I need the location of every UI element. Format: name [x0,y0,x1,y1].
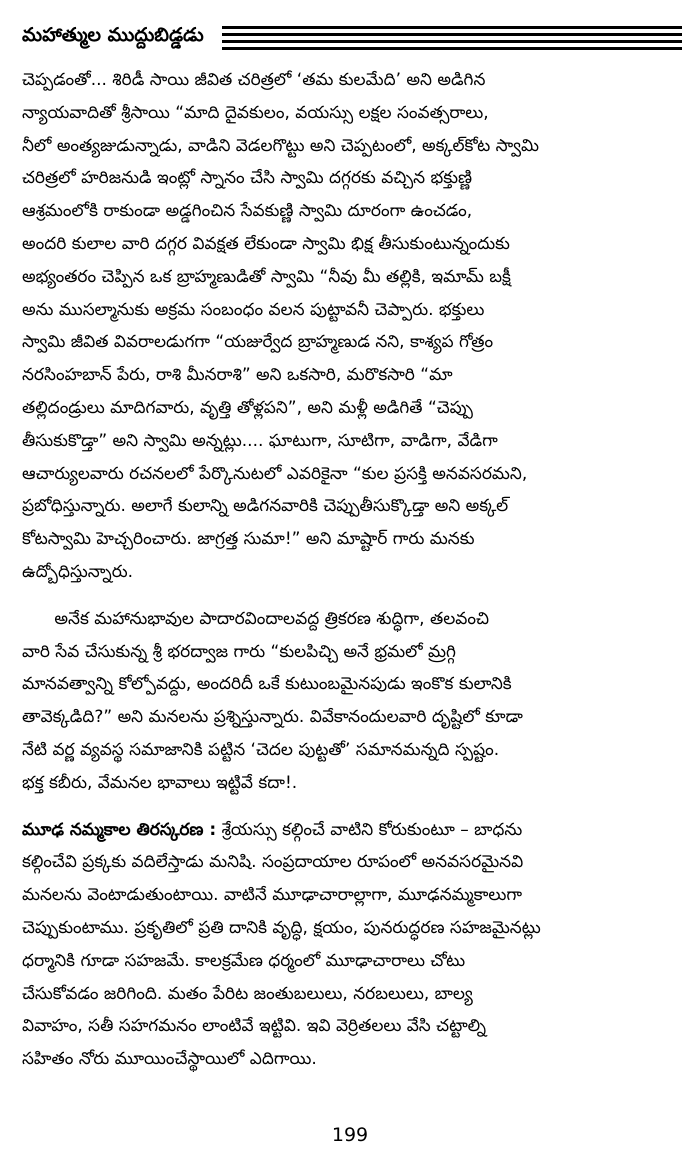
paragraph-gap [22,800,678,814]
page-number: 199 [331,1124,369,1146]
text-run: శ్రేయస్సు కల్గించే వాటిని కోరుకుంటూ – బాధను [216,819,523,840]
text-line: భక్త కబీరు, వేమనల భావాలు ఇట్టివే కదా!. [22,772,298,793]
paragraph-3 [22,814,678,1076]
text-line: అందరి కులాల వారి దగ్గర వివక్షత లేకుండా స్వామి భిక్ష తీసుకుంటున్నందుకు [22,233,510,254]
text-line: స్వామి జీవిత వివరాలడుగగా “యజుర్వేద బ్రాహ్మణుడ నని, కాశ్యప గోత్రం [22,332,494,353]
text-line: సహితం నోరు మూయించేస్థాయిలో ఎదిగాయి. [22,1049,317,1070]
page-body [22,64,678,1076]
text-line: తీసుకుకొడ్తా” అని స్వామి అన్నట్లు.... ఘాటుగా, సూటిగా, వాడిగా, వేడిగా [22,430,498,451]
text-line: చెప్పుకుంటాము. ప్రకృతిలో ప్రతి దానికి వృద్ధి, క్షయం, పునరుద్ధరణ సహజమైనట్లు [22,917,541,938]
text-line: చరిత్రలో హరిజనుడి ఇంట్లో స్నానం చేసి స్వామి దగ్గరకు వచ్చిన భక్తుణ్ణి [22,168,473,189]
paragraph-1 [22,64,678,589]
text-line: వారి సేవ చేసుకున్న శ్రీ భరద్వాజ గారు “కులపిచ్చి అనే భ్రమలో మ్రగ్గి [22,641,456,662]
text-line: మానవత్వాన్ని కోల్పోవద్దు, అందరిదీ ఒకే కుటుంబమైనపుడు ఇంకొక కులానికి [22,674,512,695]
text-line: నరసింహబాన్ పేరు, రాశి మీనరాశి” అని ఒకసారి, మరొకసారి “మా [22,365,453,386]
text-line: తల్లిదండ్రులు మాదిగవారు, వృత్తి తోళ్లపని”, అని మళ్లీ అడిగితే “చెప్పు [22,397,473,418]
header-rule [222,26,682,29]
paragraph-2 [22,603,678,800]
text-line: ఆశ్రమంలోకి రాకుండా అడ్డగించిన సేవకుణ్ణి స్వామి దూరంగా ఉంచడం, [22,201,473,222]
text-line: చెప్పడంతో... శిరిడీ సాయి జీవిత చరిత్రలో ‘తమ కులమేది’ అని అడిగిన [22,70,486,90]
text-line: చేసుకోవడం జరిగింది. మతం పేరిట జంతుబలులు, నరబలులు, బాల్య [22,983,473,1004]
text-line: అభ్యంతరం చెప్పిన ఒక బ్రాహ్మణుడితో స్వామి “నీవు మీ తల్లికి, ఇమామ్ బక్షీ [22,266,511,287]
text-line: నీలో అంత్యజుడున్నాడు, వాడిని వెడలగొట్టు అని చెప్పటంలో, అక్కల్‌కోట స్వామి [22,135,539,156]
section-heading: మూఢ నమ్మకాల తిరస్కరణ : [22,819,217,840]
page-header [22,18,682,58]
text-line [22,814,678,847]
text-line: కోటస్వామి హెచ్చరించారు. జాగ్రత్త సుమా!” అని మాష్టార్ గారు మనకు [22,529,475,550]
text-line: మనలను వెంటాడుతుంటాయి. వాటినే మూఢాచారాల్లాగా, మూఢనమ్మకాలుగా [22,885,522,906]
text-line: తావెక్కడిది?” అని మనలను ప్రశ్నిస్తున్నారు. వివేకానందులవారి దృష్టిలో కూడా [22,707,523,728]
header-rule [222,40,682,43]
text-line: కల్గించేవి ప్రక్కకు వదిలేస్తాడు మనిషి. సంప్రదాయాల రూపంలో అనవసరమైనవి [22,852,524,873]
text-line: ఉద్బోధిస్తున్నారు. [22,561,134,582]
text-line: అను ముసల్మానుకు అక్రమ సంబంధం వలన పుట్టావనీ చెప్పారు. భక్తులు [22,299,485,320]
header-rule [222,47,682,50]
text-line: వివాహం, సతీ సహగమనం లాంటివే ఇట్టివి. ఇవి వెర్రితలలు వేసి చట్టాల్ని [22,1016,486,1037]
header-rule [222,33,682,36]
text-line: ప్రబోధిస్తున్నారు. అలాగే కులాన్ని అడిగనవారికి చెప్పుతీసుక్కొడ్తా అని అక్కల్ [22,496,509,517]
text-line: నేటి వర్ణ వ్యవస్థ సమాజానికి పట్టిన ‘చెదల పుట్టతో’ సమానమన్నది స్పష్టం. [22,739,500,760]
paragraph-gap [22,589,678,603]
text-line: న్యాయవాదితో శ్రీసాయి “మాది దైవకులం, వయస్సు లక్షల సంవత్సరాలు, [22,102,489,123]
text-line: అనేక మహానుభావుల పాదారవిందాలవద్ద త్రికరణ శుద్ధిగా, తలవంచి [22,608,489,629]
text-line: ఆచార్యులవారు రచనలలో పేర్కొనుటలో ఎవరికైనా “కుల ప్రసక్తి అనవసరమని, [22,463,528,484]
header-rules [222,26,682,54]
text-line: ధర్మానికి గూడా సహజమే. కాలక్రమేణ ధర్మంలో మూఢాచారాలు చోటు [22,950,466,971]
running-title: మహాత్ముల ముద్దుబిడ్డడు [22,24,204,46]
